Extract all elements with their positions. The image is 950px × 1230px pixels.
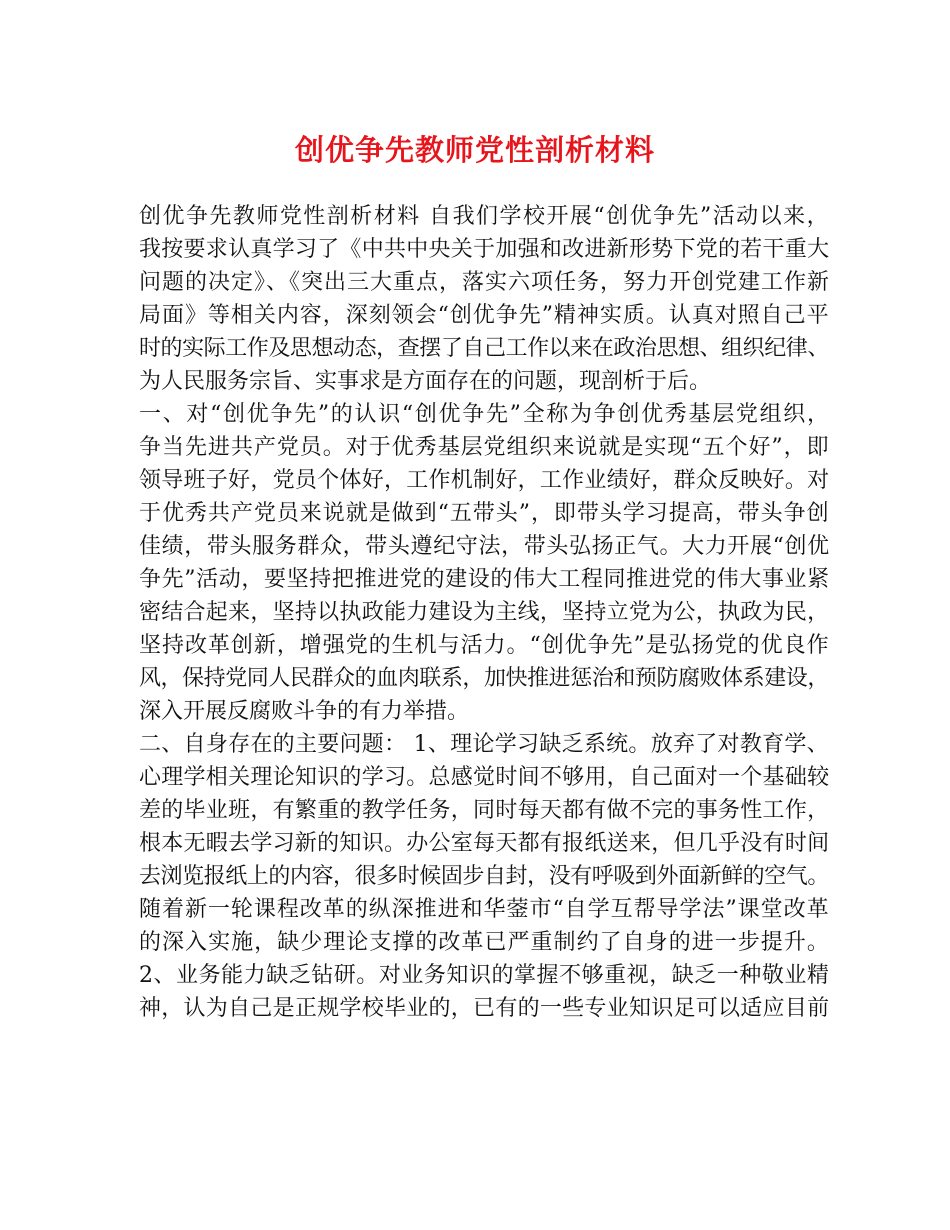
body-line: 二、自身存在的主要问题： 1、理论学习缺乏系统。放弃了对教育学、 [139, 732, 829, 757]
body-line: 于优秀共产党员来说就是做到“五带头”，即带头学习提高，带头争创 [139, 501, 830, 526]
body-line: 2、业务能力缺乏钻研。对业务知识的掌握不够重视，缺乏一种敬业精 [139, 963, 830, 988]
body-line: 问题的决定》、《突出三大重点，落实六项任务，努力开创党建工作新 [139, 270, 831, 295]
body-line: 时的实际工作及思想动态，查摆了自己工作以来在政治思想、组织纪律、 [139, 336, 829, 361]
body-line: 的深入实施，缺少理论支撑的改革已严重制约了自身的进一步提升。 [139, 930, 830, 955]
body-line: 差的毕业班，有繁重的教学任务，同时每天都有做不完的事务性工作， [139, 798, 830, 823]
body-line: 争当先进共产党员。对于优秀基层党组织来说就是实现“五个好”，即 [139, 435, 830, 460]
body-line: 随着新一轮课程改革的纵深推进和华蓥市“自学互帮导学法”课堂改革 [139, 897, 830, 922]
body-line: 我按要求认真学习了《中共中央关于加强和改进新形势下党的若干重大 [139, 237, 830, 262]
body-line: 创优争先教师党性剖析材料 自我们学校开展“创优争先”活动以来， [139, 204, 831, 229]
document-title: 创优争先教师党性剖析材料 [294, 133, 655, 167]
body-line: 坚持改革创新，增强党的生机与活力。“创优争先”是弘扬党的优良作 [139, 633, 830, 658]
body-line: 心理学相关理论知识的学习。总感觉时间不够用，自己面对一个基础较 [139, 765, 830, 790]
body-line: 争先”活动，要坚持把推进党的建设的伟大工程同推进党的伟大事业紧 [139, 567, 830, 592]
body-line: 深入开展反腐败斗争的有力举措。 [139, 699, 470, 724]
body-line: 领导班子好，党员个体好，工作机制好，工作业绩好，群众反映好。对 [139, 468, 830, 493]
body-line: 根本无暇去学习新的知识。办公室每天都有报纸送来，但几乎没有时间 [139, 831, 830, 856]
body-line: 为人民服务宗旨、实事求是方面存在的问题，现剖析于后。 [139, 369, 712, 394]
body-line: 局面》等相关内容，深刻领会“创优争先”精神实质。认真对照自己平 [139, 303, 830, 328]
body-line: 一、对“创优争先”的认识“创优争先”全称为争创优秀基层党组织， [139, 402, 831, 427]
body-line: 神，认为自己是正规学校毕业的，已有的一些专业知识足可以适应目前 [139, 996, 830, 1021]
body-line: 密结合起来，坚持以执政能力建设为主线，坚持立党为公，执政为民， [139, 600, 830, 625]
body-line: 佳绩，带头服务群众，带头遵纪守法，带头弘扬正气。大力开展“创优 [139, 534, 830, 559]
document-body [139, 200, 829, 1025]
body-line: 去浏览报纸上的内容，很多时候固步自封，没有呼吸到外面新鲜的空气。 [139, 864, 829, 889]
body-line: 风，保持党同人民群众的血肉联系，加快推进惩治和预防腐败体系建设， [139, 666, 829, 691]
